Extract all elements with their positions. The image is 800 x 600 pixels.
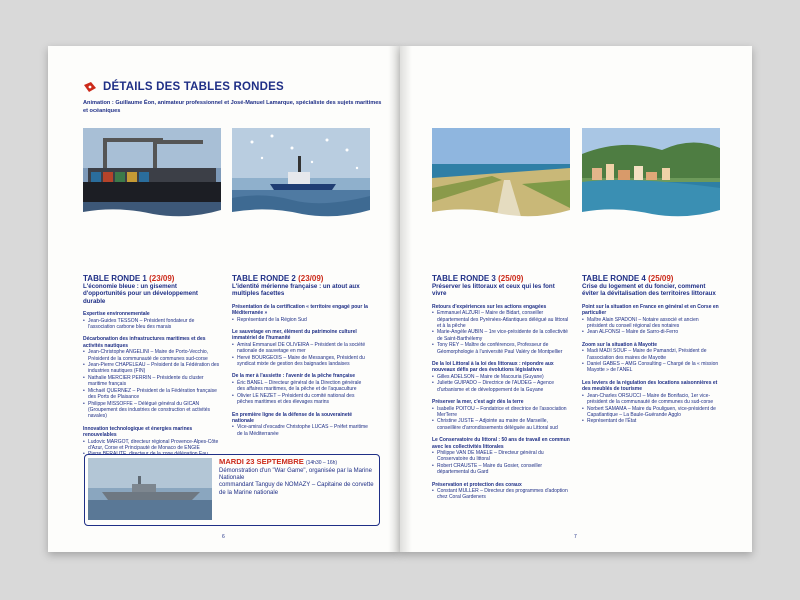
round-table-4-content (582, 274, 720, 425)
speaker-item: • Emmanuel ALZURI – Maire de Bidart, conseiller départemental des Pyrénées-Atlantiques délégué au littoral et à la pêche (432, 310, 570, 329)
section: Le Conservatoire du littoral : 50 ans de travail en commun avec les collectivités littorales • Philippe VAN DE MAELE – Directeur général du Conservatoire du littoral • Robert CRAUSTE – Maire du Gosier, conseiller départemental du Gard (432, 437, 570, 475)
round-subtitle: Préserver les littoraux et ceux qui les font vivre (432, 283, 555, 298)
round-title: TABLE RONDE 1 (23/09) (83, 274, 175, 283)
speaker-item: • Nathalie MERCIER PERRIN – Présidente du cluster maritime français (83, 375, 221, 388)
section: Zoom sur la situation à Mayotte • Madi MADI SOUF – Maire de Pamandzi, Président de l'association des maires de Mayotte • Daniel GABES – AMG Consulting – Chargé de la « mission Mayotte » de l'ANEL (582, 342, 720, 374)
speaker-item: • Christine JUSTE – Adjointe au maire de Marseille, conseillère d'arrondissements déléguée au Littoral sud (432, 418, 570, 431)
speaker-item: • Jean-Pierre CHAPELEAU – Président de la Fédération des industries nautiques (FIN) (83, 362, 221, 375)
speaker-item: • Madi MADI SOUF – Maire de Pamandzi, Président de l'association des maires de Mayotte (582, 348, 720, 361)
section: De la loi Littoral à la loi des littoraux : répondre aux nouveaux défis par des évolutions législatives • Gilles ADELSON – Maire de Macouria (Guyane) • Juliette GUIPADO – Directrice de l'AUDEG – Agence d'urbanisme et de développement de la Guyane (432, 361, 570, 393)
speaker-item: • Jean-Charles ORSUCCI – Maire de Bonifacio, 1er vice-président de la communauté de communes du sud-corse (582, 393, 720, 406)
section: Préservation et protection des coraux • Constant MULLER – Directeur des programmes d'adoption chez Coral Gardeners (432, 482, 570, 501)
page-number: 6 (222, 534, 225, 540)
speaker-item: • Isabelle POITOU – Fondatrice et directrice de l'association MerTerre (432, 406, 570, 419)
speaker-item: • Vice-amiral d'escadre Christophe LUCAS – Préfet maritime de la Méditerranée (232, 424, 370, 437)
right-page (400, 46, 752, 552)
speaker-item: • Représentant de l'État (582, 418, 720, 424)
section: Décarbonation des infrastructures maritimes et des activités nautiques • Jean-Christophe ANGELINI – Maire de Porto-Vecchio, Président de la communauté de communes sud-corse • Jean-Pierre CHAPELEAU – Président de la Fédération des industries nautiques (FIN) • Nathalie MERCIER PERRIN – Présidente du cluster maritime français • Michaël QUERNEZ – Président de la Fédération française des Ports de Plaisance • Philippe MISSOFFE – Délégué général du GICAN (Groupement des industries de construction et activités navales) (83, 336, 221, 419)
section: Le sauvetage en mer, élément du patrimoine culturel immatériel de l'humanité • Amiral Emmanuel DE OLIVEIRA – Président de la société nationale de sauvetage en mer • Hervé BOURGEOIS – Maire de Messanges, Président du syndicat mixte de gestion des baignades landaises (232, 329, 370, 367)
header-title (83, 81, 383, 93)
section-title: DÉTAILS DES TABLES RONDES (103, 81, 284, 93)
ticket-icon (83, 81, 97, 93)
coastal-path-photo (432, 128, 570, 220)
speaker-item: • Philippe VAN DE MAELE – Directeur général du Conservatoire du littoral (432, 450, 570, 463)
speaker-item: • Amiral Emmanuel DE OLIVEIRA – Président de la société nationale de sauvetage en mer (232, 342, 370, 355)
book-gutter-shadow (400, 46, 412, 552)
speaker-item: • Norbert SAMAMA – Maire du Pouliguen, vice-président de Capatlantique – La Baule-Guérande Agglo (582, 406, 720, 419)
left-page (48, 46, 400, 552)
speaker-item: • Hervé BOURGEOIS – Maire de Messanges, Président du syndicat mixte de gestion des baignades landaises (232, 355, 370, 368)
speaker-item: • Michaël QUERNEZ – Président de la Fédération française des Ports de Plaisance (83, 388, 221, 401)
round-table-2-content (232, 274, 370, 437)
event-time: (14h30 – 16h) (305, 460, 338, 466)
section: Présentation de la certification « territoire engagé pour la Méditerranée » • Représentant de la Région Sud (232, 304, 370, 323)
section: Point sur la situation en France en général et en Corse en particulier • Maître Alain SPADONI – Notaire associé et ancien président du conseil régional des notaires • Jean ALFONSI – Maire de Sarro-di-Ferro (582, 304, 720, 336)
speaker-item: • Jean-Christophe ANGELINI – Maire de Porto-Vecchio, Président de la communauté de communes sud-corse (83, 349, 221, 362)
speaker-item: • Représentant de la Région Sud (232, 317, 370, 323)
round-title: TABLE RONDE 4 (25/09) (582, 274, 674, 283)
speaker-item: • Tony REY – Maître de conférences, Professeur de Géomorphologie à l'université Paul Valéry de Montpellier (432, 342, 570, 355)
speaker-item: • Marie-Angèle AUBIN – 1re vice-présidente de la collectivité de Saint-Barthélemy (432, 329, 570, 342)
round-subtitle: L'économie bleue : un gisement d'opportunités pour un développement durable (83, 283, 198, 305)
animation-credits: Animation : Guillaume Éon, animateur professionnel et José-Manuel Lamarque, spécialiste des sujets maritimes et océaniques (83, 100, 382, 114)
page-header (83, 81, 383, 115)
speaker-item: • Jean ALFONSI – Maire de Sarro-di-Ferro (582, 329, 720, 335)
speaker-item: • Jean-Guides TESSON – Président fondateur de l'association carbone bleu des marais (83, 318, 221, 331)
speaker-item: • Éric BANEL – Directeur général de la Direction générale des affaires maritimes, de la pêche et de l'aquaculture (232, 380, 370, 393)
round-table-1-content (83, 274, 221, 464)
event-date: MARDI 23 SEPTEMBRE (14h30 – 16h) (219, 457, 338, 466)
speaker-item: • Juliette GUIPADO – Directrice de l'AUDEG – Agence d'urbanisme et de développement de la Guyane (432, 380, 570, 393)
speaker-item: • Ludovic MARGOT, directeur régional Provence-Alpes-Côte d'Azur, Corse et Principauté de Monaco de ENGIE (83, 439, 221, 452)
war-game-event-box (84, 454, 380, 526)
section: Préserver la mer, c'est agir dès la terre • Isabelle POITOU – Fondatrice et directrice de l'association MerTerre • Christine JUSTE – Adjointe au maire de Marseille, conseillère d'arrondissements déléguée au Littoral sud (432, 399, 570, 431)
warship-photo (88, 458, 212, 520)
event-description: Démonstration d'un "War Game", organisée par la Marine Nationale (219, 468, 372, 482)
section: De la mer à l'assiette : l'avenir de la pêche française • Éric BANEL – Directeur général de la Direction générale des affaires maritimes, de la pêche et de l'aquaculture • Olivier LE NEZET – Président du comité national des pêches maritimes et des élevages marins (232, 373, 370, 405)
round-title: TABLE RONDE 2 (23/09) (232, 274, 324, 283)
section: En première ligne de la défense de la souveraineté nationale • Vice-amiral d'escadre Christophe LUCAS – Préfet maritime de la Méditerranée (232, 412, 370, 438)
section: Expertise environnementale • Jean-Guides TESSON – Président fondateur de l'association carbone bleu des marais (83, 311, 221, 330)
page-number: 7 (574, 534, 577, 540)
coastal-town-photo (582, 128, 720, 220)
speaker-item: • Constant MULLER – Directeur des programmes d'adoption chez Coral Gardeners (432, 488, 570, 501)
speaker-item: • Maître Alain SPADONI – Notaire associé et ancien président du conseil régional des notaires (582, 317, 720, 330)
round-title: TABLE RONDE 3 (25/09) (432, 274, 524, 283)
event-details (219, 457, 375, 497)
fishing-boat-photo (232, 128, 370, 220)
section: Les leviers de la régulation des locations saisonnières et des meublés de tourisme • Jean-Charles ORSUCCI – Maire de Bonifacio, 1er vice-président de la communauté de communes du sud-corse • Norbert SAMAMA – Maire du Pouliguen, vice-président de Capatlantique – La Baule-Guérande Agglo • Représentant de l'État (582, 380, 720, 425)
section: Retours d'expériences sur les actions engagées • Emmanuel ALZURI – Maire de Bidart, conseiller départemental des Pyrénées-Atlantiques délégué au littoral et à la pêche • Marie-Angèle AUBIN – 1re vice-présidente de la collectivité de Saint-Barthélemy • Tony REY – Maître de conférences, Professeur de Géomorphologie à l'université Paul Valéry de Montpellier (432, 304, 570, 355)
round-subtitle: Crise du logement et du foncier, comment éviter la dévitalisation des territoires littoraux (582, 283, 716, 298)
event-speaker: commandant Tanguy de NOMAZY – Capitaine de corvette de la Marine nationale (219, 482, 374, 496)
container-ship-photo (83, 128, 221, 220)
speaker-item: • Philippe MISSOFFE – Délégué général du GICAN (Groupement des industries de construction et activités navales) (83, 401, 221, 420)
book-gutter-shadow (388, 46, 400, 552)
round-subtitle: L'identité mérienne française : un atout aux multiples facettes (232, 283, 360, 298)
speaker-item: • Daniel GABES – AMG Consulting – Chargé de la « mission Mayotte » de l'ANEL (582, 361, 720, 374)
section: Innovation technologique et énergies marines renouvelables • Ludovic MARGOT, directeur régional Provence-Alpes-Côte d'Azur, Corse et Principauté de Monaco de ENGIE • (83, 426, 221, 464)
round-table-3-content (432, 274, 570, 501)
speaker-item: • Gilles ADELSON – Maire de Macouria (Guyane) (432, 374, 570, 380)
speaker-item: • Robert CRAUSTE – Maire du Gosier, conseiller départemental du Gard (432, 463, 570, 476)
speaker-item: • Olivier LE NEZET – Président du comité national des pêches maritimes et des élevages marins (232, 393, 370, 406)
